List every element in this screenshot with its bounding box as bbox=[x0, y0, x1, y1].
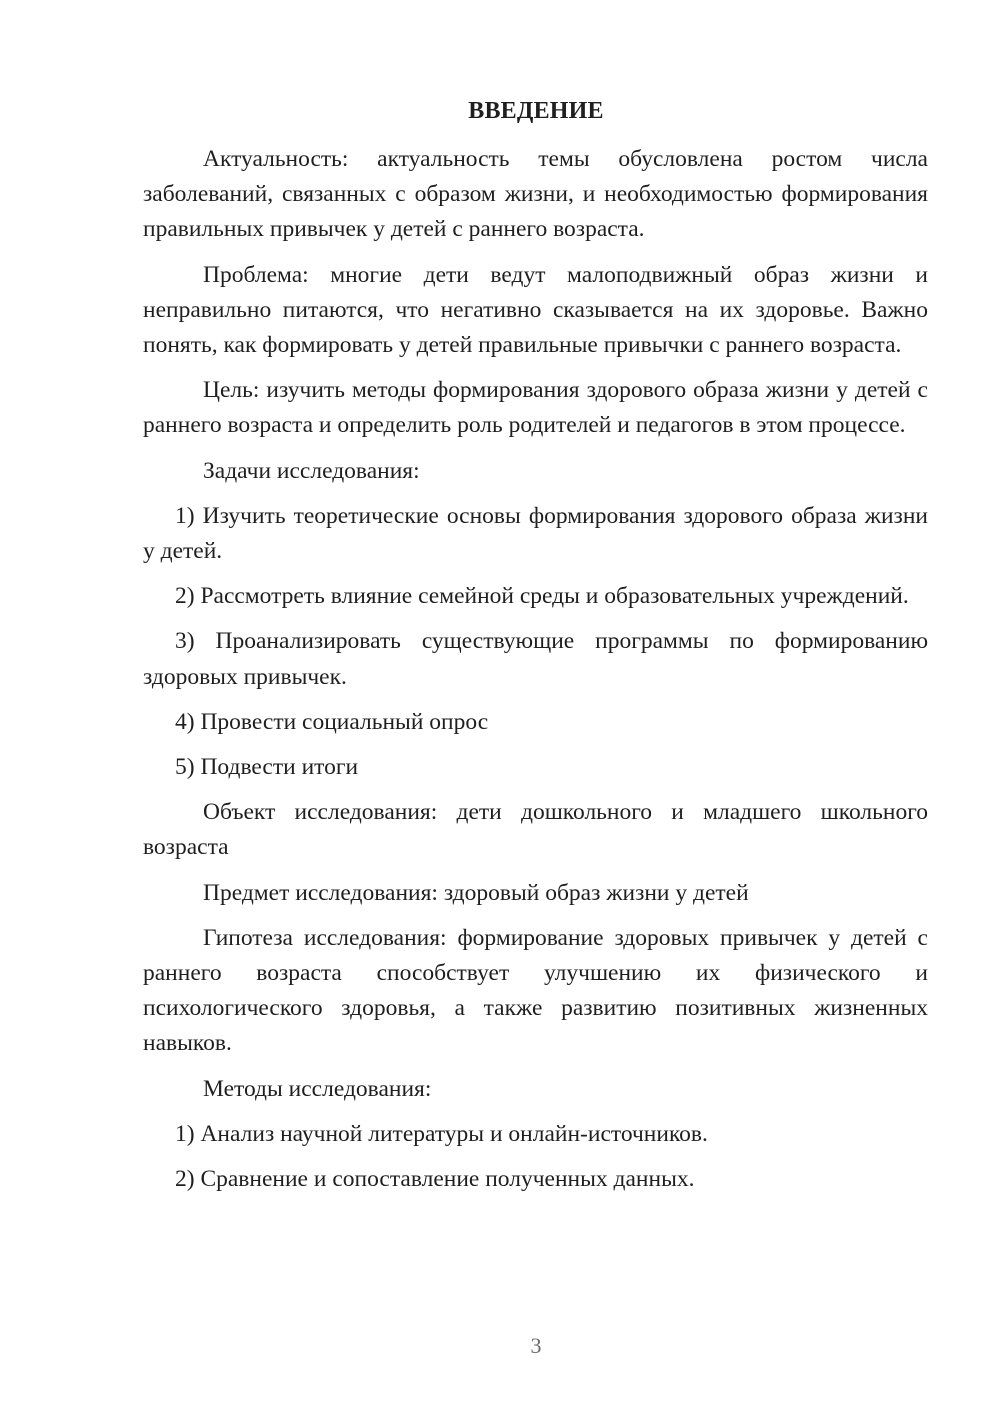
document-body bbox=[143, 142, 928, 1207]
hypothesis-paragraph: Гипотеза исследования: формирование здоровых привычек у детей с раннего возраста способствует улучшению их физического и психологического здоровья, а также развитию позитивных жизненных навыков. bbox=[143, 924, 928, 1057]
task-item-5: 5) Подвести итоги bbox=[175, 754, 359, 781]
problem-paragraph: Проблема: многие дети ведут малоподвижный образ жизни и неправильно питаются, что негативно сказывается на их здоровье. Важно понять, как формировать у детей правильные привычки с раннего возраста. bbox=[143, 261, 928, 359]
relevance-paragraph: Актуальность: актуальность темы обусловлена ростом числа заболеваний, связанных с образом жизни, и необходимостью формирования правильных привычек у детей с раннего возраста. bbox=[143, 146, 928, 243]
subject-paragraph: Предмет исследования: здоровый образ жизни у детей bbox=[203, 879, 749, 906]
task-item-2: 2) Рассмотреть влияние семейной среды и образовательных учреждений. bbox=[175, 583, 909, 610]
method-item-1: 1) Анализ научной литературы и онлайн-источников. bbox=[175, 1120, 708, 1147]
task-item-4: 4) Провести социальный опрос bbox=[175, 708, 489, 735]
method-item-2: 2) Сравнение и сопоставление полученных данных. bbox=[175, 1166, 695, 1193]
tasks-heading: Задачи исследования: bbox=[203, 457, 420, 484]
task-item-3: 3) Проанализировать существующие программы по формированию здоровых привычек. bbox=[143, 628, 928, 690]
goal-paragraph: Цель: изучить методы формирования здорового образа жизни у детей с раннего возраста и определить роль родителей и педагогов в этом процессе. bbox=[143, 377, 928, 439]
page-number: 3 bbox=[530, 1333, 542, 1358]
object-paragraph: Объект исследования: дети дошкольного и младшего школьного возраста bbox=[143, 799, 928, 861]
page-title: ВВЕДЕНИЕ bbox=[468, 98, 604, 124]
task-item-1: 1) Изучить теоретические основы формирования здорового образа жизни у детей. bbox=[143, 502, 928, 565]
methods-heading: Методы исследования: bbox=[203, 1075, 432, 1102]
